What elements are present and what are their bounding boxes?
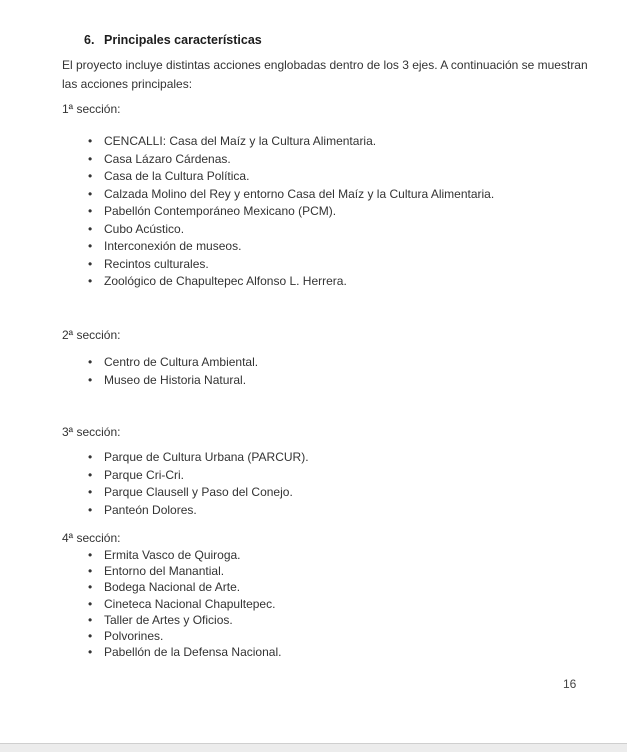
section-2 (62, 327, 627, 389)
intro-line-2: las acciones principales: (62, 76, 193, 91)
list-item: • Taller de Artes y Oficios. (62, 612, 627, 628)
list-item: • Parque de Cultura Urbana (PARCUR). (62, 449, 627, 467)
section-3-list (62, 449, 627, 519)
list-item: • Parque Cri-Cri. (62, 467, 627, 485)
list-item: • Pabellón Contemporáneo Mexicano (PCM). (62, 203, 627, 221)
section-1-label: 1ª sección: (62, 102, 121, 116)
heading-number: 6. (84, 33, 95, 47)
section-1-list (62, 133, 627, 291)
page-number: 16 (563, 677, 577, 691)
list-item: • Pabellón de la Defensa Nacional. (62, 644, 627, 660)
list-item: • Zoológico de Chapultepec Alfonso L. Herrera. (62, 273, 627, 291)
heading-title: Principales características (104, 33, 262, 47)
list-item: • Centro de Cultura Ambiental. (62, 354, 627, 372)
list-item: • Cubo Acústico. (62, 221, 627, 239)
list-item: • Panteón Dolores. (62, 502, 627, 520)
intro-paragraph (62, 56, 588, 93)
section-heading (84, 32, 262, 48)
page-bottom-edge (0, 743, 627, 752)
section-3 (62, 424, 627, 519)
section-2-label: 2ª sección: (62, 328, 121, 342)
section-4-label: 4ª sección: (62, 531, 121, 545)
list-item: • Recintos culturales. (62, 256, 627, 274)
list-item: • Parque Clausell y Paso del Conejo. (62, 484, 627, 502)
list-item: • Calzada Molino del Rey y entorno Casa del Maíz y la Cultura Alimentaria. (62, 186, 627, 204)
section-2-list (62, 354, 627, 389)
list-item: • CENCALLI: Casa del Maíz y la Cultura Alimentaria. (62, 133, 627, 151)
section-1 (62, 101, 627, 291)
list-item: • Bodega Nacional de Arte. (62, 579, 627, 595)
intro-line-1: El proyecto incluye distintas acciones englobadas dentro de los 3 ejes. A continuación se muestran (62, 58, 588, 72)
section-3-label: 3ª sección: (62, 425, 121, 439)
section-4 (62, 530, 627, 660)
list-item: • Entorno del Manantial. (62, 563, 627, 579)
list-item: • Interconexión de museos. (62, 238, 627, 256)
list-item: • Casa Lázaro Cárdenas. (62, 151, 627, 169)
list-item: • Polvorines. (62, 628, 627, 644)
list-item: • Cineteca Nacional Chapultepec. (62, 596, 627, 612)
list-item: • Museo de Historia Natural. (62, 372, 627, 390)
section-4-list (62, 547, 627, 660)
list-item: • Ermita Vasco de Quiroga. (62, 547, 627, 563)
list-item: • Casa de la Cultura Política. (62, 168, 627, 186)
